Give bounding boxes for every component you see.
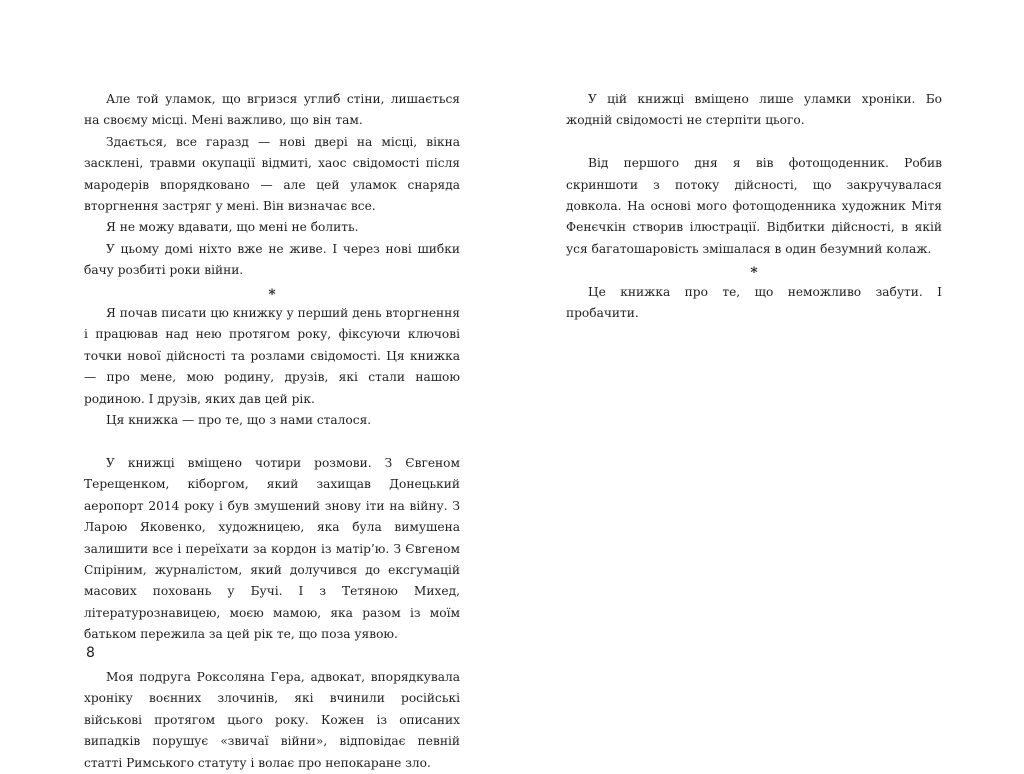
paragraph: Ця книжка — про те, що з нами сталося.: [106, 413, 372, 428]
right-page: [512, 0, 1024, 718]
paragraph-gap: [84, 431, 460, 452]
paragraph: Здається, все гаразд — нові двері на місці, вікна засклені, травми окупації відмиті, хаос свідомості після мародерів впорядковано — але цей уламок снаряда вторгнення застряг у мені. Він визначає все.: [84, 134, 460, 214]
left-page: [0, 0, 512, 770]
paragraph: Це книжка про те, що неможливо забути. І пробачити.: [566, 284, 942, 321]
paragraph: У цій книжці вміщено лише уламки хроніки. Бо жодній свідомості не стерпіти цього.: [566, 92, 942, 128]
left-text-column: [84, 89, 460, 774]
paragraph-gap: [84, 646, 460, 667]
section-separator: *: [268, 286, 276, 303]
paragraph: У книжці вміщено чотири розмови. З Євгеном Терещенком, кіборгом, який захищав Донецький аеропорт 2014 року і був змушений знову іти на війну. З Ларою Яковенко, художницею, яка була вимушена залишити все і переїхати за кордон із матір’ю. З Євгеном Спіріним, журналістом, який долучився до ексгумацій масових поховань у Бучі. І з Тетяною Михед, літературознавицею, моєю мамою, яка разом із моїм батьком пережила за цей рік те, що поза уявою.: [84, 455, 460, 642]
section-separator: *: [750, 265, 758, 282]
paragraph: Моя подруга Роксоляна Гера, адвокат, впорядкувала хроніку воєнних злочинів, які вчинили російські військові протягом цього року. Кожен із описаних випадків порушує «звичаї війни», відповідає певній статті Римського статуту і волає про непокаране зло.: [84, 669, 460, 770]
paragraph-gap: [566, 132, 942, 153]
paragraph: У цьому домі ніхто вже не живе. І через нові шибки бачу розбиті роки війни.: [84, 241, 460, 278]
page-number: 8: [86, 645, 95, 661]
paragraph: Від першого дня я вів фотощоденник. Робив скриншоти з потоку дійсності, що закручувалася довкола. На основі мого фотощоденника художник Мітя Фенєчкін створив ілюстрації. Відбитки дійсності, в якій уся багатошаровість змішалася в один безумний колаж.: [566, 156, 942, 256]
right-text-column: [566, 89, 942, 324]
paragraph: Я не можу вдавати, що мені не болить.: [106, 220, 359, 235]
paragraph: Але той уламок, що вгризся углиб стіни, лишається на своєму місці. Мені важливо, що він там.: [84, 92, 460, 128]
paragraph: Я почав писати цю книжку у перший день вторгнення і працював над нею протягом року, фіксуючи ключові точки нової дійсності та розлами свідомості. Ця книжка — про мене, мою родину, друзів, які стали нашою родиною. І друзів, яких дав цей рік.: [84, 306, 460, 406]
